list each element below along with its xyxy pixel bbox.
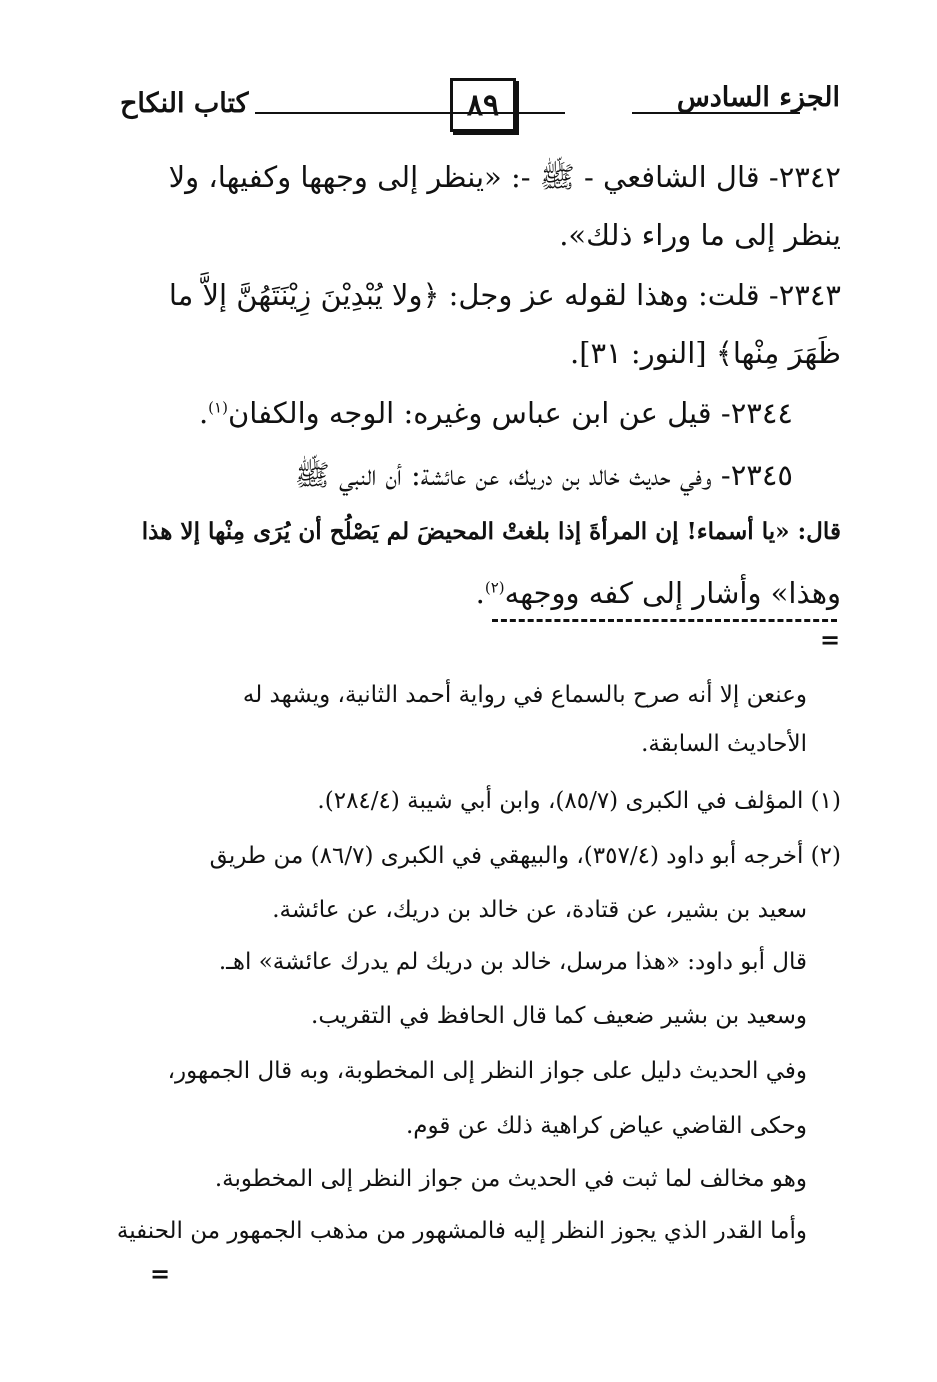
footnote-separator — [492, 619, 837, 622]
para-2343-line1: ٢٣٤٣- قلت: وهذا لقوله عز وجل: ﴿ولا يُبْدِيْنَ زِيْنَتَهُنَّ إلاَّ ما — [168, 278, 841, 312]
footnote-2-line7: وهو مخالف لما ثبت في الحديث من جواز النظر إلى المخطوبة. — [214, 1166, 807, 1192]
page-number-box — [450, 78, 516, 132]
footnote-ref-1: (١) — [208, 398, 228, 417]
para-2344-end: . — [198, 396, 209, 430]
header-rule-left — [255, 112, 565, 114]
footnote-2-line4: وسعيد بن بشير ضعيف كما قال الحافظ في التقريب. — [311, 1003, 807, 1029]
book-title: كتاب النكاح — [120, 88, 249, 119]
footnote-2-line6: وحكى القاضي عياض كراهية ذلك عن قوم. — [405, 1113, 807, 1139]
para-2345-line3-text: وهذا» وأشار إلى كفه ووجهه — [504, 576, 841, 610]
para-2343-line2: ظَهَرَ مِنْها﴾ [النور: ٣١]. — [569, 336, 841, 370]
volume-title: الجزء السادس — [676, 82, 840, 113]
footnote-ref-2: (٢) — [484, 578, 505, 597]
para-2345-line1: ٢٣٤٥- وفي حديث خالد بن دريك، عن عائشة: أن النبي ﷺ — [294, 458, 793, 492]
footnote-continuation-mark: = — [150, 1259, 171, 1288]
para-2345-line2: قال: «يا أسماء! إن المرأةَ إذا بلغتْ المحيضَ لم يَصْلُح أن يُرَى مِنْها إلا هذا — [141, 518, 841, 545]
page-header — [120, 72, 840, 132]
header-rule-right — [632, 112, 800, 114]
para-2345-line3-end: . — [475, 576, 485, 610]
carryover-line2: الأحاديث السابقة. — [641, 731, 807, 757]
para-2344-text: ٢٣٤٤- قيل عن ابن عباس وغيره: الوجه والكفان — [227, 396, 793, 430]
footnote-2-line3: قال أبو داود: «هذا مرسل، خالد بن دريك لم يدرك عائشة» اهـ. — [218, 949, 807, 975]
para-2342-line1: ٢٣٤٢- قال الشافعي - ﷺ -: «ينظر إلى وجهها وكفيها، ولا — [168, 160, 841, 194]
page-number: ٨٩ — [466, 87, 500, 123]
continuation-mark: = — [820, 625, 841, 654]
para-2345-line3 — [476, 576, 841, 610]
para-2344-line1 — [199, 396, 793, 430]
footnote-2-line1: (٢) أخرجه أبو داود (٣٥٧/٤)، والبيهقي في الكبرى (٨٦/٧) من طريق — [209, 843, 841, 869]
footnote-2-line8: وأما القدر الذي يجوز النظر إليه فالمشهور من مذهب الجمهور من الحنفية — [116, 1218, 807, 1244]
footnote-2-line5: وفي الحديث دليل على جواز النظر إلى المخطوبة، وبه قال الجمهور، — [167, 1058, 807, 1084]
footnote-1: (١) المؤلف في الكبرى (٨٥/٧)، وابن أبي شيبة (٢٨٤/٤). — [317, 788, 841, 814]
footnote-2-line2: سعيد بن بشير، عن قتادة، عن خالد بن دريك، عن عائشة. — [272, 897, 807, 923]
para-2342-line2: ينظر إلى ما وراء ذلك». — [559, 218, 841, 252]
carryover-line1: وعنعن إلا أنه صرح بالسماع في رواية أحمد الثانية، ويشهد له — [242, 682, 807, 708]
